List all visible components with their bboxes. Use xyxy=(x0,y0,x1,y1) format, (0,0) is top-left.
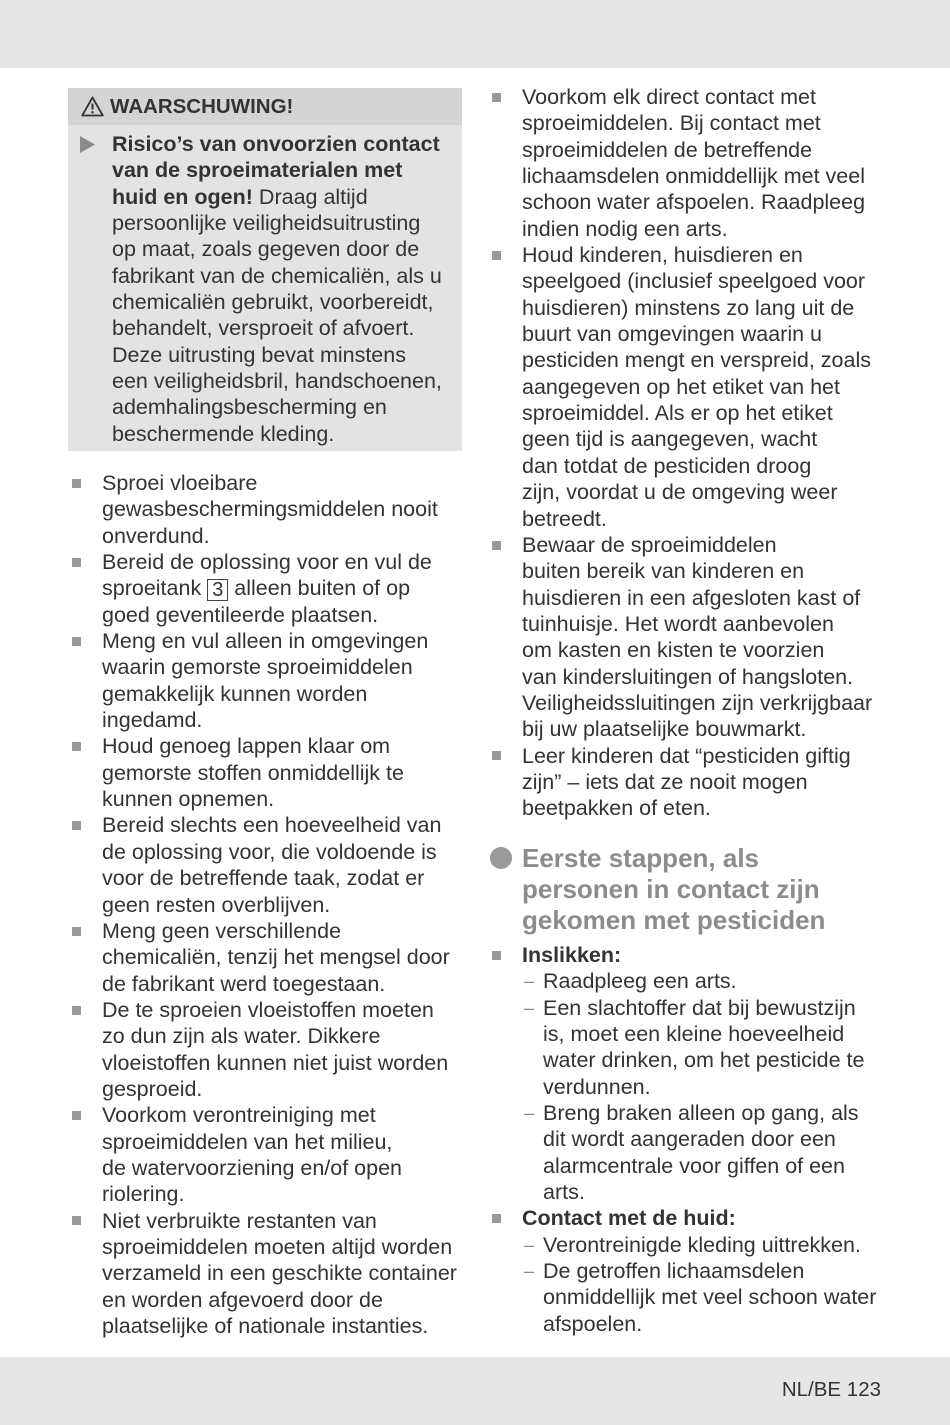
bullet-square-icon xyxy=(72,1216,81,1225)
bullet-square-icon xyxy=(72,821,81,830)
dash-marker: – xyxy=(524,1234,535,1255)
dash-marker: – xyxy=(524,971,535,992)
list-item-text: Leer kinderen dat “pesticiden giftig zijn” – iets dat ze nooit mogen beetpakken of eten. xyxy=(522,743,851,821)
top-band xyxy=(0,0,950,68)
warning-text xyxy=(112,131,457,447)
group-label: Contact met de huid: xyxy=(522,1206,736,1231)
warning-header xyxy=(68,88,462,125)
list-item-text: Voorkom verontreiniging met sproeimiddelen van het milieu, de watervoorziening en/of open riolering. xyxy=(102,1103,403,1207)
list-item xyxy=(488,532,898,743)
bullet-square-icon xyxy=(72,479,81,488)
sub-step-text: Raadpleeg een arts. xyxy=(543,969,737,994)
sub-step xyxy=(488,968,908,994)
warning-body-text: Draag altijd persoonlijke veiligheidsuitrusting op maat, zoals gegeven door de fabrikant van de chemicaliën, als u chemicaliën gebruikt, voorbereidt, behandelt, versproeit of afvoert. Deze uitrusting bevat minstens een veiligheidsbril, handschoenen, ademhalingsbescherming en beschermende kleding. xyxy=(112,184,442,446)
bullet-circle-icon xyxy=(490,847,512,869)
sub-step-text: Verontreinigde kleding uittrekken. xyxy=(543,1232,861,1257)
page-number: NL/BE 123 xyxy=(781,1378,881,1401)
dash-marker: – xyxy=(524,997,535,1018)
left-bullet-list xyxy=(68,470,478,1339)
list-item-text: Meng geen verschillende chemicaliën, tenzij het mengsel door de fabrikant werd toegestaan. xyxy=(102,918,450,996)
bullet-square-icon xyxy=(492,751,501,760)
bullet-square-icon xyxy=(492,93,501,102)
first-aid-groups xyxy=(488,942,908,1337)
list-item-text-after: alleen buiten of op goed geventileerde plaatsen. xyxy=(102,576,411,627)
list-item xyxy=(68,812,478,917)
section-heading-text: Eerste stappen, als personen in contact zijn gekomen met pesticiden xyxy=(522,842,826,935)
bullet-square-icon xyxy=(72,742,81,751)
list-item xyxy=(488,84,898,242)
list-item-text: Bereid slechts een hoeveelheid van de oplossing voor, die voldoende is voor de betreffende taak, zodat er geen resten overblijven. xyxy=(102,813,442,917)
list-item-text: Voorkom elk direct contact met sproeimiddelen. Bij contact met sproeimiddelen de betreffende lichaamsdelen onmiddellijk met veel schoon water afspoelen. Raadpleeg indien nodig een arts. xyxy=(522,85,866,241)
list-item xyxy=(488,242,898,532)
list-item-text-before: Bereid de oplossing voor en vul de sproeitank xyxy=(102,550,432,601)
bullet-square-icon xyxy=(492,951,501,960)
section-heading xyxy=(488,843,908,936)
list-item xyxy=(68,470,478,549)
sub-step-text: De getroffen lichaamsdelen onmiddellijk met veel schoon water afspoelen. xyxy=(543,1259,877,1336)
list-item xyxy=(68,997,478,1102)
bullet-square-icon xyxy=(492,1214,501,1223)
bullet-square-icon xyxy=(72,1006,81,1015)
list-item-text: De te sproeien vloeistoffen moeten zo dun zijn als water. Dikkere vloeistoffen kunnen niet juist worden gesproeid. xyxy=(102,997,449,1101)
part-reference-number: 3 xyxy=(207,579,228,601)
dash-marker: – xyxy=(524,1103,535,1124)
list-item-text: Meng en vul alleen in omgevingen waarin gemorste sproeimiddelen gemakkelijk kunnen worden ingedamd. xyxy=(102,629,429,733)
list-item xyxy=(68,549,478,628)
arrow-right-icon xyxy=(80,136,95,153)
group-label-item xyxy=(488,1205,908,1231)
footer-band xyxy=(0,1357,950,1425)
list-item-text xyxy=(102,549,478,628)
list-item-text: Sproei vloeibare gewasbeschermingsmiddelen nooit onverdund. xyxy=(102,471,438,548)
list-item xyxy=(68,1102,478,1207)
sub-step-text: Breng braken alleen op gang, als dit wordt aangeraden door een alarmcentrale voor giffen of een arts. xyxy=(543,1101,859,1205)
sub-step-text: Een slachtoffer dat bij bewustzijn is, moet een kleine hoeveelheid water drinken, om het pesticide te verdunnen. xyxy=(543,995,865,1099)
group-label-item xyxy=(488,942,908,968)
bullet-square-icon xyxy=(72,637,81,646)
list-item xyxy=(68,1208,478,1340)
bullet-square-icon xyxy=(72,558,81,567)
sub-step xyxy=(488,1232,908,1258)
list-item xyxy=(68,918,478,997)
list-item-text: Houd kinderen, huisdieren en speelgoed (inclusief speelgoed voor huisdieren) minstens zo lang uit de buurt van omgevingen waarin u pesticiden mengt en verspreid, zoals aangegeven op het etiket van het sproeimiddel. Als er op het etiket geen tijd is aangegeven, wacht dan totdat de pesticiden droog zijn, voordat u de omgeving weer betreedt. xyxy=(522,243,871,531)
bullet-square-icon xyxy=(72,927,81,936)
list-item-text: Houd genoeg lappen klaar om gemorste stoffen onmiddellijk te kunnen opnemen. xyxy=(102,734,404,812)
dash-marker: – xyxy=(524,1261,535,1282)
right-bullet-list xyxy=(488,84,898,822)
list-item-text: Niet verbruikte restanten van sproeimiddelen moeten altijd worden verzameld in een geschikte container en worden afgevoerd door de plaatselijke of nationale instanties. xyxy=(102,1208,457,1338)
list-item xyxy=(68,733,478,812)
sub-step xyxy=(488,1258,908,1337)
sub-step xyxy=(488,1100,908,1205)
warning-title: WAARSCHUWING! xyxy=(110,95,294,118)
warning-box xyxy=(68,88,462,451)
list-item-text: Bewaar de sproeimiddelen buiten bereik van kinderen en huisdieren in een afgesloten kast of tuinhuisje. Het wordt aanbevolen om kasten en kisten te voorzien van kindersluitingen of hangsloten. Veiligheidssluitingen zijn verkrijgbaar bij uw plaatselijke bouwmarkt. xyxy=(522,532,873,742)
list-item xyxy=(68,628,478,733)
bullet-square-icon xyxy=(492,541,501,550)
warning-triangle-icon xyxy=(81,96,104,117)
bullet-square-icon xyxy=(72,1111,81,1120)
bullet-square-icon xyxy=(492,251,501,260)
warning-bold-text: Risico’s van onvoorzien contact van de sproeimaterialen met huid en ogen! xyxy=(112,132,440,209)
sub-step xyxy=(488,995,908,1100)
list-item xyxy=(488,743,898,822)
group-label: Inslikken: xyxy=(522,943,622,967)
